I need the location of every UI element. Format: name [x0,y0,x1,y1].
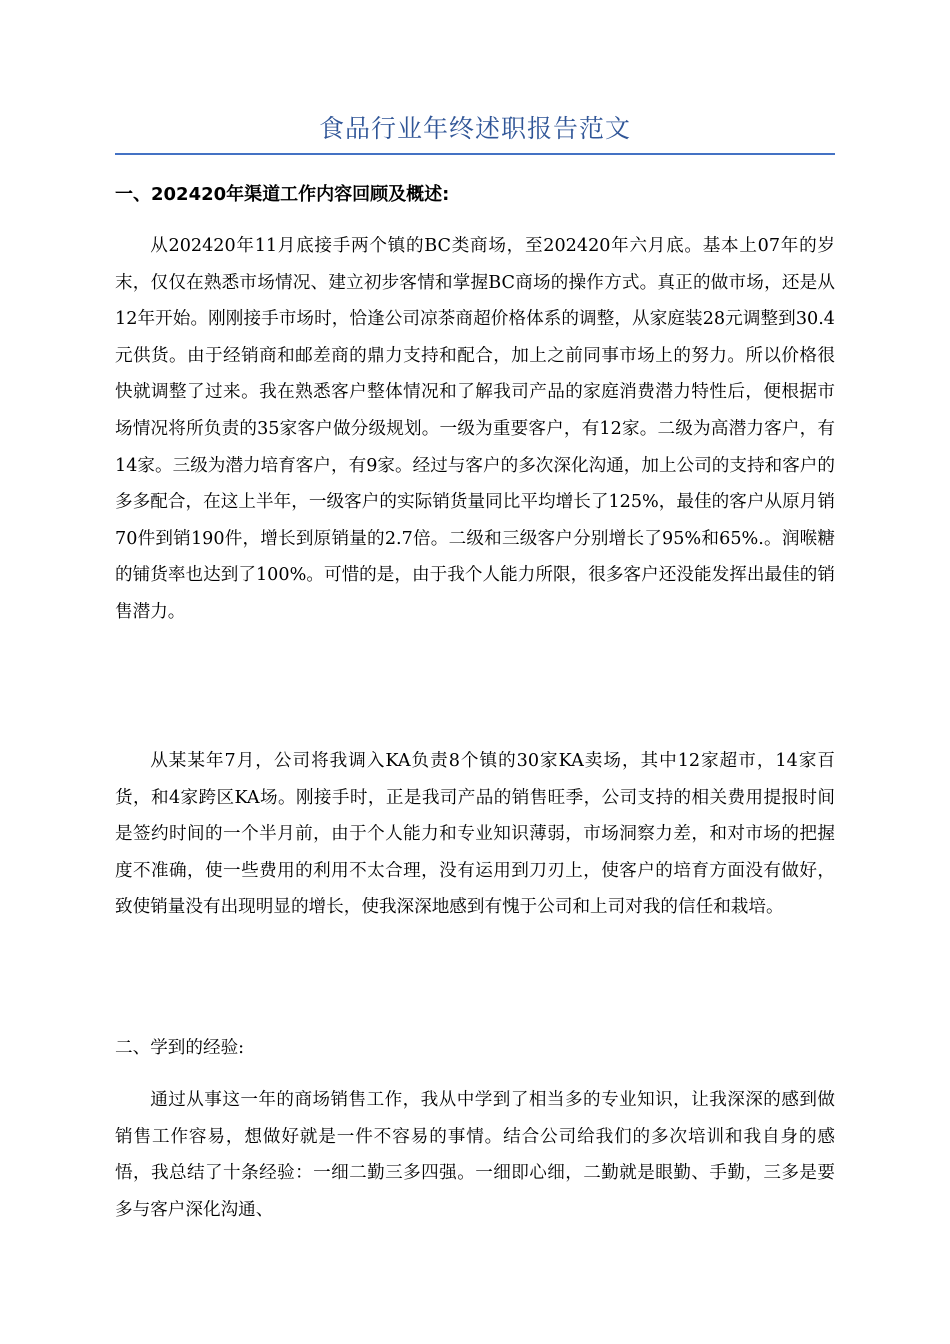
paragraph-1: 从202420年11月底接手两个镇的BC类商场，至202420年六月底。基本上07年的岁末，仅仅在熟悉市场情况、建立初步客情和掌握BC商场的操作方式。真正的做市场，还是从12年开始。刚刚接手市场时，恰逢公司凉茶商超价格体系的调整，从家庭装28元调整到30.4元供货。由于经销商和邮差商的鼎力支持和配合，加上之前同事市场上的努力。所以价格很快就调整了过来。我在熟悉客户整体情况和了解我司产品的家庭消费潜力特性后，便根据市场情况将所负责的35家客户做分级规划。一级为重要客户，有12家。二级为高潜力客户，有14家。三级为潜力培育客户，有9家。经过与客户的多次深化沟通，加上公司的支持和客户的多多配合，在这上半年，一级客户的实际销货量同比平均增长了125%，最佳的客户从原月销70件到销190件，增长到原销量的2.7倍。二级和三级客户分别增长了95%和65%.。润喉糖的铺货率也达到了100%。可惜的是，由于我个人能力所限，很多客户还没能发挥出最佳的销售潜力。 [115,236,835,622]
section-heading-1: 一、202420年渠道工作内容回顾及概述: [115,184,450,205]
title-underline-divider [115,153,835,155]
paragraph-3: 通过从事这一年的商场销售工作，我从中学到了相当多的专业知识，让我深深的感到做销售工作容易，想做好就是一件不容易的事情。结合公司给我们的多次培训和我自身的感悟，我总结了十条经验：一细二勤三多四强。一细即心细，二勤就是眼勤、手勤，三多是要多与客户深化沟通、 [115,1090,835,1220]
section-heading-2: 二、学到的经验: [115,1038,245,1058]
document-title: 食品行业年终述职报告范文 [318,114,631,143]
paragraph-2: 从某某年7月，公司将我调入KA负责8个镇的30家KA卖场，其中12家超市，14家百货，和4家跨区KA场。刚接手时，正是我司产品的销售旺季，公司支持的相关费用提报时间是签约时间的一个半月前，由于个人能力和专业知识薄弱，市场洞察力差，和对市场的把握度不准确，使一些费用的利用不太合理，没有运用到刀刃上，使客户的培育方面没有做好，致使销量没有出现明显的增长，使我深深地感到有愧于公司和上司对我的信任和栽培。 [115,751,835,918]
